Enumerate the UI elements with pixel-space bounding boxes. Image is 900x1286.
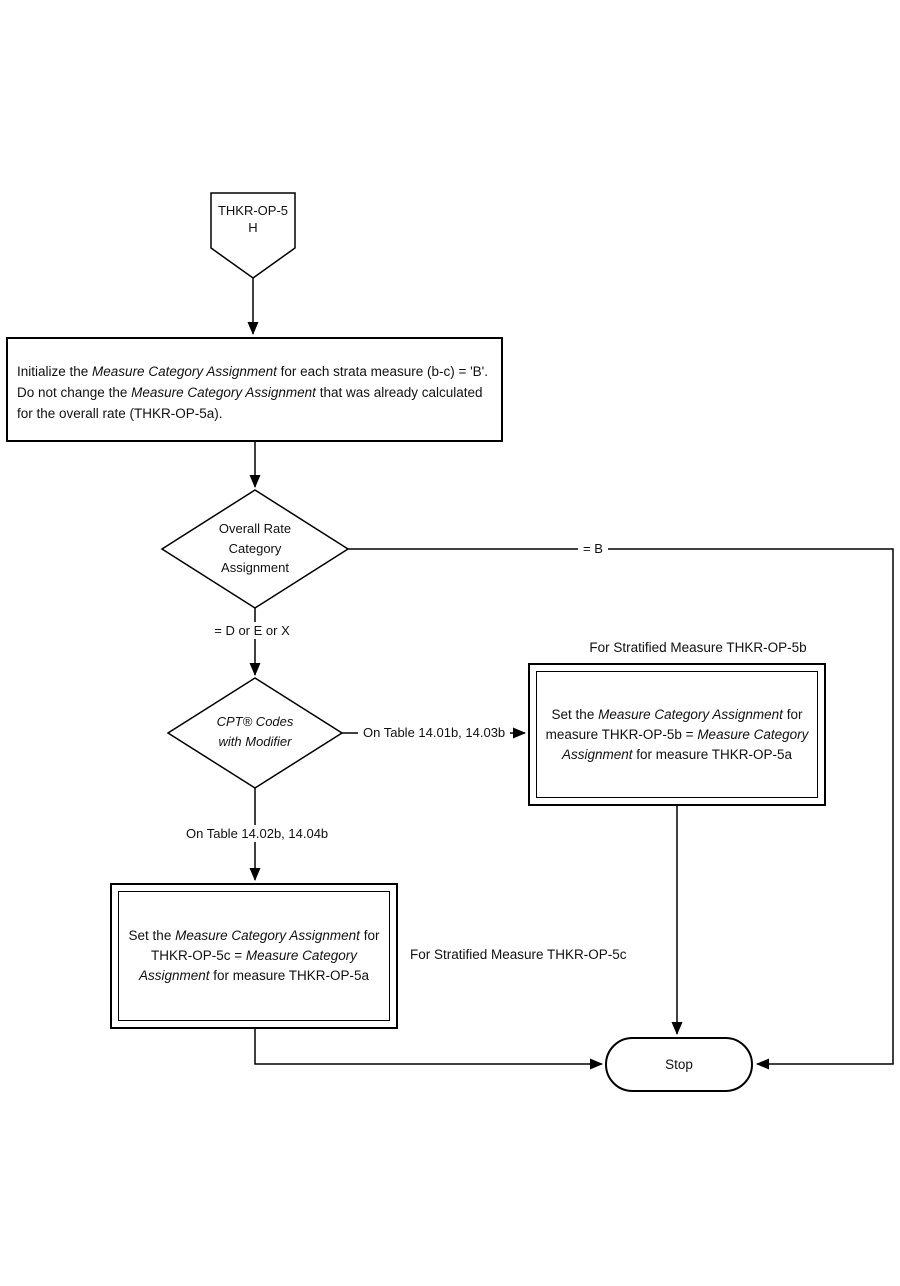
stop-terminator — [605, 1037, 753, 1092]
set-5c-box — [110, 883, 398, 1029]
init-box-text: Initialize the Measure Category Assignment for each strata measure (b-c) = 'B'. Do not change the Measure Category Assignment that was already calculated for the overall rate (THKR-OP-5a). — [17, 364, 488, 421]
set-5c-box-inner — [118, 891, 390, 1021]
edge-eq-b-to-stop — [348, 549, 893, 1064]
start-connector-label: THKR-OP-5 H — [217, 203, 289, 235]
set-5b-caption: For Stratified Measure THKR-OP-5b — [589, 640, 807, 655]
edge-set-5c-to-stop — [255, 1029, 602, 1064]
edge-label-table-14-02b: On Table 14.02b, 14.04b — [181, 825, 333, 842]
edge-label-table-14-01b: On Table 14.01b, 14.03b — [358, 724, 510, 741]
set-5c-box-text: Set the Measure Category Assignment for THKR-OP-5c = Measure Category Assignment for measure THKR-OP-5a — [128, 928, 380, 983]
set-5b-box — [528, 663, 826, 806]
edge-label-eq-d-e-x: = D or E or X — [209, 622, 295, 639]
set-5b-box-text: Set the Measure Category Assignment for measure THKR-OP-5b = Measure Category Assignment for measure THKR-OP-5a — [545, 706, 809, 762]
init-box — [6, 337, 503, 442]
cpt-diamond-label: CPT® Codes with Modifier — [216, 714, 294, 749]
stop-label: Stop — [665, 1057, 693, 1072]
edge-label-eq-b: = B — [578, 540, 608, 557]
set-5b-box-inner — [536, 671, 818, 798]
overall-rate-diamond-label: Overall Rate Category Assignment — [218, 521, 292, 575]
set-5c-caption: For Stratified Measure THKR-OP-5c — [410, 947, 627, 962]
